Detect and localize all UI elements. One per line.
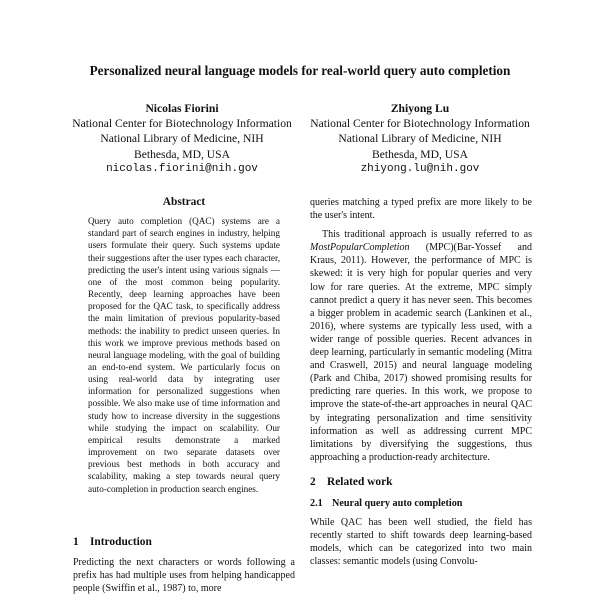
section-title: Related work	[327, 475, 393, 488]
left-column	[73, 196, 295, 595]
mpc-paragraph	[310, 228, 532, 464]
section-number: 1	[73, 536, 79, 548]
intro-paragraph: Predicting the next characters or words following a prefix has had multiple uses from helping handicapped people (Swiffin et al., 1987) to, more	[73, 557, 295, 595]
mpc-paragraph-rest: (MPC)(Bar-Yossef and Kraus, 2011). However, the performance of MPC is skewed: it is very high for popular queries and very low for rare queries. At the extreme, MPC simply cannot predict a query it has never seen. This becomes a bigger problem in academic search (Lankinen et al., 2016), where systems are typically less used, with a wider range of possible queries. Recent advances in deep learning, particularly in semantic modeling (Mitra and Craswell, 2015) and neural language modeling (Park and Chiba, 2017) showed promising results for predicting rare queries. In this work, we propose to improve the state-of-the-art approaches in neural QAC by integrating personalization and time sensitivity information as well as addressing current MPC limitations by diversifying the suggestions, thus approaching a production-ready architecture.	[310, 242, 532, 463]
subsection-title: Neural query auto completion	[332, 497, 463, 509]
subsection-number: 2.1	[310, 497, 323, 509]
mpc-paragraph-start: This traditional approach is usually referred to as	[322, 229, 532, 241]
section-heading-introduction	[73, 536, 152, 549]
author-block-2	[300, 101, 540, 177]
mpc-method-name: MostPopularCompletion	[310, 242, 410, 254]
section-title: Introduction	[90, 536, 152, 548]
section-heading-related-work	[310, 476, 532, 489]
subsection-heading-neural-qac	[310, 497, 532, 510]
author-affiliation: National Library of Medicine, NIH	[338, 132, 502, 146]
author-email[interactable]: nicolas.fiorini@nih.gov	[106, 162, 258, 175]
author-block-1	[62, 101, 302, 177]
abstract-heading: Abstract	[162, 196, 206, 208]
author-email[interactable]: zhiyong.lu@nih.gov	[360, 162, 480, 175]
author-name: Nicolas Fiorini	[145, 102, 219, 115]
author-affiliation: National Center for Biotechnology Information	[72, 117, 292, 131]
author-location: Bethesda, MD, USA	[134, 147, 230, 161]
related-work-paragraph: While QAC has been well studied, the field has recently started to shift towards deep learning-based models, which can be categorized into two main classes: semantic models (using Convolu-	[310, 517, 532, 568]
author-name: Zhiyong Lu	[390, 102, 450, 115]
section-number: 2	[310, 475, 316, 488]
paper-title: Personalized neural language models for real-world query auto completion	[89, 63, 511, 78]
right-column	[310, 196, 532, 568]
author-affiliation: National Library of Medicine, NIH	[100, 132, 264, 146]
abstract-text: Query auto completion (QAC) systems are a standard part of search engines in industry, helping users formulate their query. Such systems update their suggestions after the user types each character, predicting the user's intent using various signals — one of the most common being popularity. Recently, deep learning approaches have been proposed for the QAC task, to specifically address the main limitation of previous popularity-based methods: the inability to predict unseen queries. In this work we improve previous methods based on neural language modeling, with the goal of building an end-to-end system. We particularly focus on using real-world data by integrating user information for personalized suggestions when possible. We also make use of time information and study how to increase diversity in the suggestions while studying the impact on scalability. Our empirical results demonstrate a marked improvement on two separate datasets over previous best methods in both accuracy and scalability, making a step towards neural query auto-completion in production search engines.	[88, 216, 280, 494]
author-location: Bethesda, MD, USA	[372, 147, 468, 161]
continued-paragraph: queries matching a typed prefix are more likely to be the user's intent.	[310, 197, 532, 222]
author-affiliation: National Center for Biotechnology Information	[310, 117, 530, 131]
